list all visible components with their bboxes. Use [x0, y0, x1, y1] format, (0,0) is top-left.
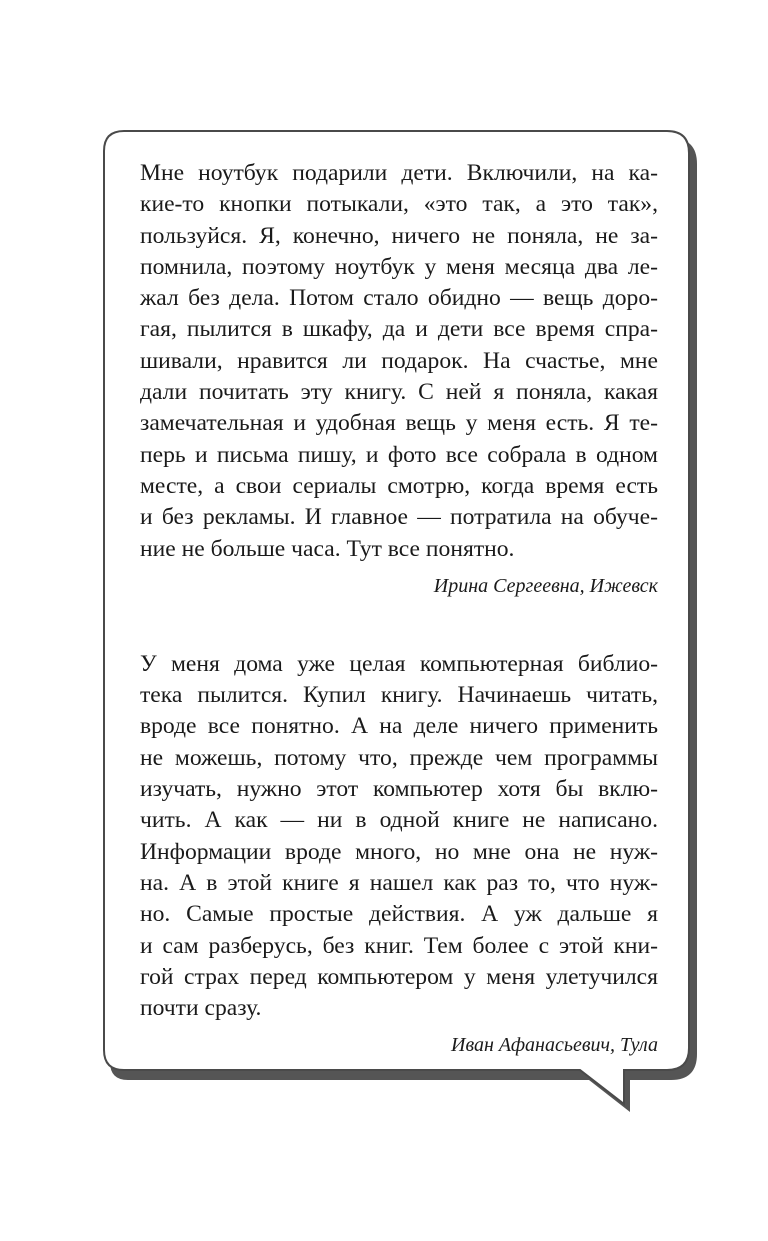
review-line: Мне ноутбук подарили дети. Включили, на ка- — [140, 160, 658, 186]
review-author: Ирина Сергеевна, Ижевск — [433, 574, 658, 597]
review-line: почти сразу. — [140, 995, 262, 1022]
review-line: ние не больше часа. Тут все понятно. — [140, 535, 515, 562]
review-line: изучать, нужно этот компьютер хотя бы вклю- — [140, 776, 658, 803]
review-author: Иван Афанасьевич, Тула — [451, 1034, 658, 1057]
review — [140, 158, 658, 599]
review-text — [140, 158, 658, 565]
review-line: пользуйся. Я, конечно, ничего не поняла, не за- — [140, 222, 658, 249]
review-line: У меня дома уже целая компьютерная библио- — [140, 650, 658, 677]
review-line: но. Самые простые действия. А уж дальше я — [140, 901, 658, 928]
review-line: на. А в этой книге я нашел как раз то, что нуж- — [140, 869, 658, 896]
review-line: помнила, поэтому ноутбук у меня месяца два ле- — [140, 253, 658, 280]
review-line: Информации вроде много, но мне она не нуж- — [140, 838, 658, 865]
review-line: и без рекламы. И главное — потратила на обуче- — [140, 504, 658, 531]
review-line: замечательная и удобная вещь у меня есть. Я те- — [140, 410, 658, 437]
review-line: гая, пылится в шкафу, да и дети все время спра- — [140, 316, 658, 343]
review-text — [140, 649, 658, 1025]
review-line: месте, а свои сериалы смотрю, когда время есть — [140, 472, 658, 499]
review-line: дали почитать эту книгу. С ней я поняла, какая — [140, 379, 658, 406]
review-line: перь и письма пишу, и фото все собрала в одном — [140, 441, 658, 468]
review-line: тека пылится. Купил книгу. Начинаешь читать, — [140, 682, 658, 709]
review-line: шивали, нравится ли подарок. На счастье, мне — [140, 347, 658, 374]
review-line: не можешь, потому что, прежде чем программы — [140, 744, 658, 771]
review-line: чить. А как — ни в одной книге не написано. — [140, 807, 658, 834]
review — [140, 649, 658, 1059]
review-line: гой страх перед компьютером у меня улетучился — [140, 963, 658, 990]
review-line: вроде все понятно. А на деле ничего применить — [140, 713, 658, 740]
review-line: жал без дела. Потом стало обидно — вещь доро- — [140, 285, 658, 312]
reviews-container — [140, 158, 658, 1058]
review-line: кие-то кнопки потыкали, «это так, а это так», — [140, 191, 658, 218]
review-line: и сам разберусь, без книг. Тем более с этой кни- — [140, 932, 658, 959]
